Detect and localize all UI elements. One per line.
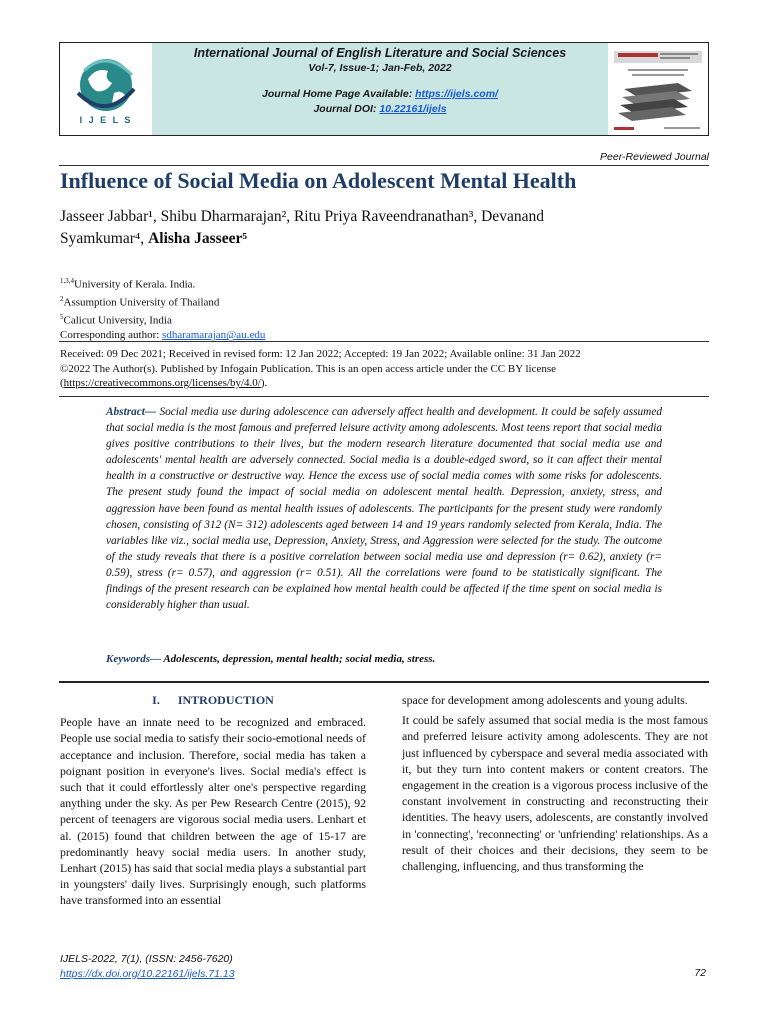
section-number: I.	[152, 693, 160, 707]
keywords-text: Adolescents, depression, mental health; social media, stress.	[161, 653, 436, 665]
doi-link[interactable]: 10.22161/ijels	[379, 103, 447, 115]
divider	[59, 165, 709, 166]
affiliations	[60, 274, 660, 343]
globe-logo-icon	[74, 53, 138, 117]
affiliation-1: $^{1,3,4}$University of Kerala. India.	[60, 277, 196, 291]
section-title: INTRODUCTION	[177, 693, 274, 707]
corresponding-author: Corresponding author: sdharamarajan@au.edu	[60, 329, 266, 342]
home-link[interactable]: https://ijels.com/	[415, 88, 498, 100]
doi-label: Journal DOI:	[313, 103, 380, 115]
divider	[59, 396, 709, 397]
publication-dates	[60, 347, 710, 391]
footer-citation	[60, 952, 235, 982]
dates-line: Received: 09 Dec 2021; Received in revised form: 12 Jan 2022; Accepted: 19 Jan 2022; Available online: 31 Jan 2022	[60, 348, 581, 360]
peer-reviewed-label: Peer-Reviewed Journal	[600, 151, 709, 163]
license-line: ©2022 The Author(s). Published by Infogain Publication. This is an open access article under the CC BY license	[60, 362, 557, 375]
divider	[59, 341, 709, 342]
home-label: Journal Home Page Available:	[262, 88, 416, 100]
affiliation-2: $^2$Assumption University of Thailand	[60, 295, 220, 309]
journal-cover-image	[608, 43, 708, 135]
authors-line-2	[60, 228, 680, 250]
paragraph: space for development among adolescents and young adults.	[402, 693, 688, 707]
section-divider	[59, 681, 709, 683]
license-link-line: (https://creativecommons.org/licenses/by/4.0/).	[60, 377, 268, 389]
affiliation-3: $^5$Calicut University, India	[60, 313, 172, 327]
page-number: 72	[694, 967, 706, 979]
abstract	[106, 404, 662, 613]
paragraph: People have an innate need to be recognized and embraced. People use social media to satisfy their socio-emotional needs of acceptance and inclusion. Therefore, social media has taken a poignant position in everyone's lives. Social media's effect is such that it could effortlessly alter one's perspective regarding anything under the sky. As per Pew Research Centre (2015), 92 percent of teenagers are vigorous social media users. Lenhart et al. (2015) found that children between the age of 15-17 are predominantly heavy social media users. In another study, Lenhart (2015) has said that social media plays a substantial part in youngsters' daily lives. Surprisingly enough, such platforms have transformed into an essential	[60, 715, 366, 908]
article-doi-link[interactable]: https://dx.doi.org/10.22161/ijels.71.13	[60, 968, 235, 980]
citation-text: IJELS-2022, 7(1), (ISSN: 2456-7620)	[60, 953, 233, 965]
corresponding-email-link[interactable]: sdharamarajan@au.edu	[162, 329, 266, 342]
journal-home	[152, 87, 608, 101]
journal-info	[152, 43, 608, 135]
journal-issue: Vol-7, Issue-1; Jan-Feb, 2022	[308, 62, 452, 74]
paragraph: It could be safely assumed that social media is the most famous and preferred leisure activity among adolescents. They are not just influenced by cyberspace and several media associated with it, but they turn into content makers or content creators. The engagement in the creation is a vigorous process inclusive of the constant involvement in constructing and reconstructing their identities. The heavy users, adolescents, are constantly involved in 'connecting', 'reconnecting' or 'unfriending' relationships. As a result of their choices and their decisions, they seem to be challenging, influencing, and thus transforming the	[402, 713, 708, 874]
section-heading	[60, 692, 366, 708]
journal-name: International Journal of English Literature and Social Sciences	[193, 46, 567, 60]
keywords	[106, 653, 662, 665]
abstract-heading: Abstract—	[106, 406, 157, 418]
journal-logo	[60, 43, 152, 135]
logo-text: I J E L S	[79, 115, 133, 125]
right-column	[402, 692, 708, 878]
book-stack-icon	[608, 43, 708, 135]
keywords-heading: Keywords—	[106, 653, 161, 665]
paper-title: Influence of Social Media on Adolescent Mental Health	[60, 168, 577, 193]
author-alisha: Alisha Jasseer⁵	[148, 230, 247, 247]
author-syamkumar: Syamkumar⁴,	[60, 230, 149, 247]
journal-doi	[152, 101, 608, 117]
authors-line-1: Jasseer Jabbar¹, Shibu Dharmarajan², Ritu Priya Raveendranathan³, Devanand	[60, 208, 544, 225]
license-link[interactable]: https://creativecommons.org/licenses/by/4.0/	[63, 377, 261, 389]
abstract-text: Social media use during adolescence can adversely affect health and development. It could be safely assumed that social media is the most famous and preferred leisure activity among adolescents. Most teens report that social media gives positive contributions to their lives, but the modern research literature documented that social media use and adolescents' mental health are adversely connected. Social media is a double-edged sword, so it can affect their mental health in a constructive or destructive way. Hence the excess use of social media comes with some risks for adolescents. The present study found the impact of social media on adolescent mental health. Depression, anxiety, stress, and aggression have been found as mental health issues of adolescents. The participants for the present study were randomly chosen, consisting of 312 (N= 312) adolescents aged between 14 and 19 years randomly selected from Kerala, India. The variables like viz., social media use, Depression, Anxiety, Stress, and Aggression were selected for the study. The outcome of the study reveals that there is a positive correlation between social media use and depression (r= 0.62), anxiety (r= 0.59), stress (r= 0.57), and aggression (r= 0.51). All the correlations were found to be statistically significant. The findings of the present research can be explained how mental health could be affected if the time spent on social media is considerably higher than usual.	[106, 406, 662, 612]
journal-header	[59, 42, 709, 136]
author-list	[60, 206, 680, 250]
left-column	[60, 692, 366, 913]
